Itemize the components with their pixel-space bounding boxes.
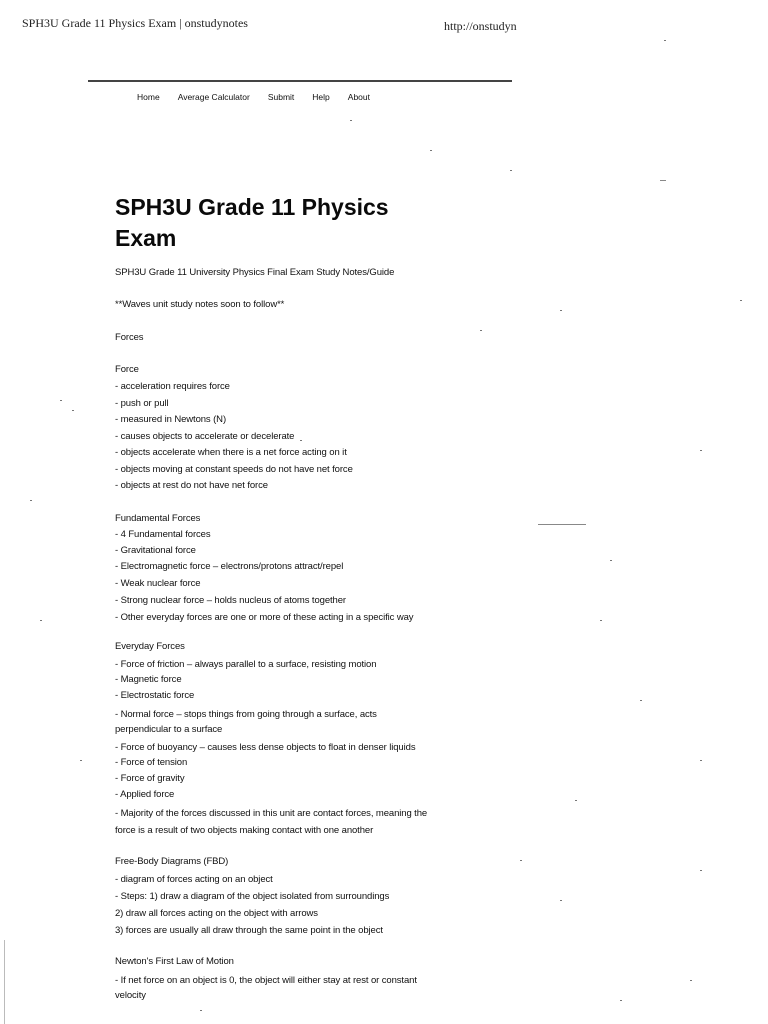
- scan-edge-mark: [538, 524, 586, 525]
- article-line: - objects at rest do not have net force: [115, 480, 268, 491]
- article-line: - diagram of forces acting on an object: [115, 874, 273, 885]
- article-line: - 4 Fundamental forces: [115, 529, 211, 540]
- nav-home-link[interactable]: Home: [137, 92, 160, 102]
- article-line: - Force of tension: [115, 757, 188, 768]
- article-line: - Majority of the forces discussed in this unit are contact forces, meaning the: [115, 808, 428, 819]
- article-line: - Force of friction – always parallel to a surface, resisting motion: [115, 659, 377, 670]
- article-line: - acceleration requires force: [115, 381, 230, 392]
- page-title: [115, 192, 435, 254]
- article-line: - Force of buoyancy – causes less dense objects to float in denser liquids: [115, 742, 416, 753]
- article-line: - If net force on an object is 0, the object will either stay at rest or constant: [115, 975, 417, 986]
- scan-edge-mark: [660, 180, 666, 181]
- page-title-line-2: Exam: [115, 225, 177, 251]
- article-line: - Weak nuclear force: [115, 578, 201, 589]
- article-line: - objects accelerate when there is a net force acting on it: [115, 447, 347, 458]
- article-line: - Steps: 1) draw a diagram of the object isolated from surroundings: [115, 891, 390, 902]
- scan-speck: [72, 410, 74, 411]
- scan-speck: [480, 330, 482, 331]
- article-line: **Waves unit study notes soon to follow**: [115, 299, 285, 310]
- scan-speck: [740, 300, 742, 301]
- nav-help-link[interactable]: Help: [312, 92, 330, 102]
- scan-speck: [60, 400, 62, 401]
- scan-speck: [80, 760, 82, 761]
- scan-speck: [560, 310, 562, 311]
- article-line: Force: [115, 364, 139, 375]
- article-line: - Electrostatic force: [115, 690, 195, 701]
- site-nav: [137, 92, 388, 102]
- scan-speck: [640, 700, 642, 701]
- article-line: velocity: [115, 990, 146, 1001]
- scan-speck: [690, 980, 692, 981]
- scan-speck: [700, 450, 702, 451]
- scan-speck: [560, 900, 562, 901]
- article-line: Free-Body Diagrams (FBD): [115, 856, 229, 867]
- scan-speck: [700, 870, 702, 871]
- article-line: - Magnetic force: [115, 674, 182, 685]
- scan-speck: [30, 500, 32, 501]
- page-title-line-1: SPH3U Grade 11 Physics: [115, 194, 389, 220]
- article-line: Fundamental Forces: [115, 513, 201, 524]
- article-line: - measured in Newtons (N): [115, 414, 227, 425]
- print-header-url: http://onstudyn: [444, 19, 517, 33]
- article-line: - causes objects to accelerate or decelerate: [115, 431, 295, 442]
- scan-speck: [300, 440, 302, 441]
- scan-speck: [620, 1000, 622, 1001]
- article-line: 2) draw all forces acting on the object with arrows: [115, 908, 318, 919]
- article-line: - Force of gravity: [115, 773, 185, 784]
- article-line: 3) forces are usually all draw through the same point in the object: [115, 925, 383, 936]
- scan-speck: [200, 1010, 202, 1011]
- scan-speck: [40, 620, 42, 621]
- article-line: - Gravitational force: [115, 545, 196, 556]
- article-line: - objects moving at constant speeds do not have net force: [115, 464, 353, 475]
- nav-average-calculator-link[interactable]: Average Calculator: [177, 92, 250, 102]
- scan-speck: [510, 170, 512, 171]
- scan-speck: [700, 760, 702, 761]
- article-line: - Electromagnetic force – electrons/protons attract/repel: [115, 561, 344, 572]
- article-line: Newton's First Law of Motion: [115, 956, 234, 967]
- scan-speck: [610, 560, 612, 561]
- article-line: Forces: [115, 332, 144, 343]
- article-line: SPH3U Grade 11 University Physics Final Exam Study Notes/Guide: [115, 267, 395, 278]
- print-header-title: SPH3U Grade 11 Physics Exam | onstudynotes: [22, 16, 248, 30]
- article-line: force is a result of two objects making contact with one another: [115, 825, 374, 836]
- article-line: - Other everyday forces are one or more of these acting in a specific way: [115, 612, 414, 623]
- article-line: Everyday Forces: [115, 641, 185, 652]
- article-line: perpendicular to a surface: [115, 724, 223, 735]
- nav-submit-link[interactable]: Submit: [267, 92, 295, 102]
- article-line: - push or pull: [115, 398, 169, 409]
- scan-speck: [430, 150, 432, 151]
- scan-speck: [600, 620, 602, 621]
- article-line: - Applied force: [115, 789, 175, 800]
- nav-about-link[interactable]: About: [347, 92, 370, 102]
- article-line: - Normal force – stops things from going through a surface, acts: [115, 709, 377, 720]
- header-divider: [88, 80, 512, 82]
- scan-edge-mark: [4, 940, 5, 1024]
- scan-speck: [350, 120, 352, 121]
- article-line: - Strong nuclear force – holds nucleus of atoms together: [115, 595, 346, 606]
- scan-speck: [664, 40, 666, 41]
- scan-speck: [520, 860, 522, 861]
- scan-speck: [575, 800, 577, 801]
